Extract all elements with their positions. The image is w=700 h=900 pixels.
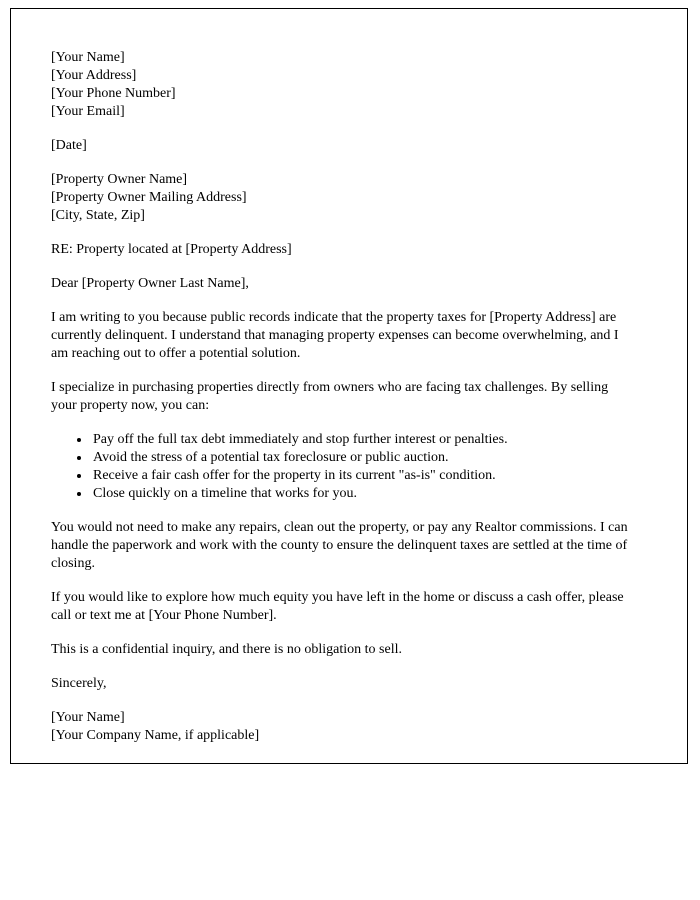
subject-line: RE: Property located at [Property Address] (51, 242, 292, 257)
benefits-bullet-list (51, 431, 635, 503)
paragraph-no-repairs: You would not need to make any repairs, clean out the property, or pay any Realtor commissions. I can handle the paperwork and work with the county to ensure the delinquent taxes are settled at the time of closing. (51, 520, 628, 571)
recipient-name-line: [Property Owner Name] (51, 172, 188, 187)
bullet-item-avoid-stress: • Avoid the stress of a potential tax foreclosure or public auction. (91, 449, 635, 467)
closing-block (51, 675, 635, 693)
sender-address-line: [Your Address] (51, 68, 137, 83)
paragraph-specialize: I specialize in purchasing properties directly from owners who are facing tax challenges. By selling your property now, you can: (51, 380, 609, 413)
signature-name-line: [Your Name] (51, 710, 125, 725)
paragraph-confidential: This is a confidential inquiry, and there is no obligation to sell. (51, 642, 402, 657)
subject-block (51, 241, 635, 259)
signature-block (51, 709, 635, 745)
sender-block (51, 49, 635, 121)
bullet-item-close-quickly: • Close quickly on a timeline that works for you. (91, 485, 635, 503)
letter-border-frame (10, 8, 688, 764)
bullet-item-cash-offer: • Receive a fair cash offer for the property in its current "as-is" condition. (91, 467, 635, 485)
date-line: [Date] (51, 138, 87, 153)
salutation-block (51, 275, 635, 293)
salutation-line: Dear [Property Owner Last Name], (51, 276, 249, 291)
paragraph-intro: I am writing to you because public records indicate that the property taxes for [Property Address] are currently delinquent. I understand that managing property expenses can become overwhelming, and I am reaching out to offer a potential solution. (51, 310, 619, 361)
recipient-city-state-zip-line: [City, State, Zip] (51, 208, 145, 223)
recipient-block (51, 171, 635, 225)
sender-email-line: [Your Email] (51, 104, 125, 119)
sender-name-line: [Your Name] (51, 50, 125, 65)
recipient-address-line: [Property Owner Mailing Address] (51, 190, 247, 205)
sender-phone-line: [Your Phone Number] (51, 86, 176, 101)
date-block (51, 137, 635, 155)
paragraph-equity-offer: If you would like to explore how much equity you have left in the home or discuss a cash offer, please call or text me at [Your Phone Number]. (51, 590, 624, 623)
closing-line: Sincerely, (51, 676, 107, 691)
signature-company-line: [Your Company Name, if applicable] (51, 728, 260, 743)
bullet-item-pay-off: • Pay off the full tax debt immediately and stop further interest or penalties. (91, 431, 635, 449)
